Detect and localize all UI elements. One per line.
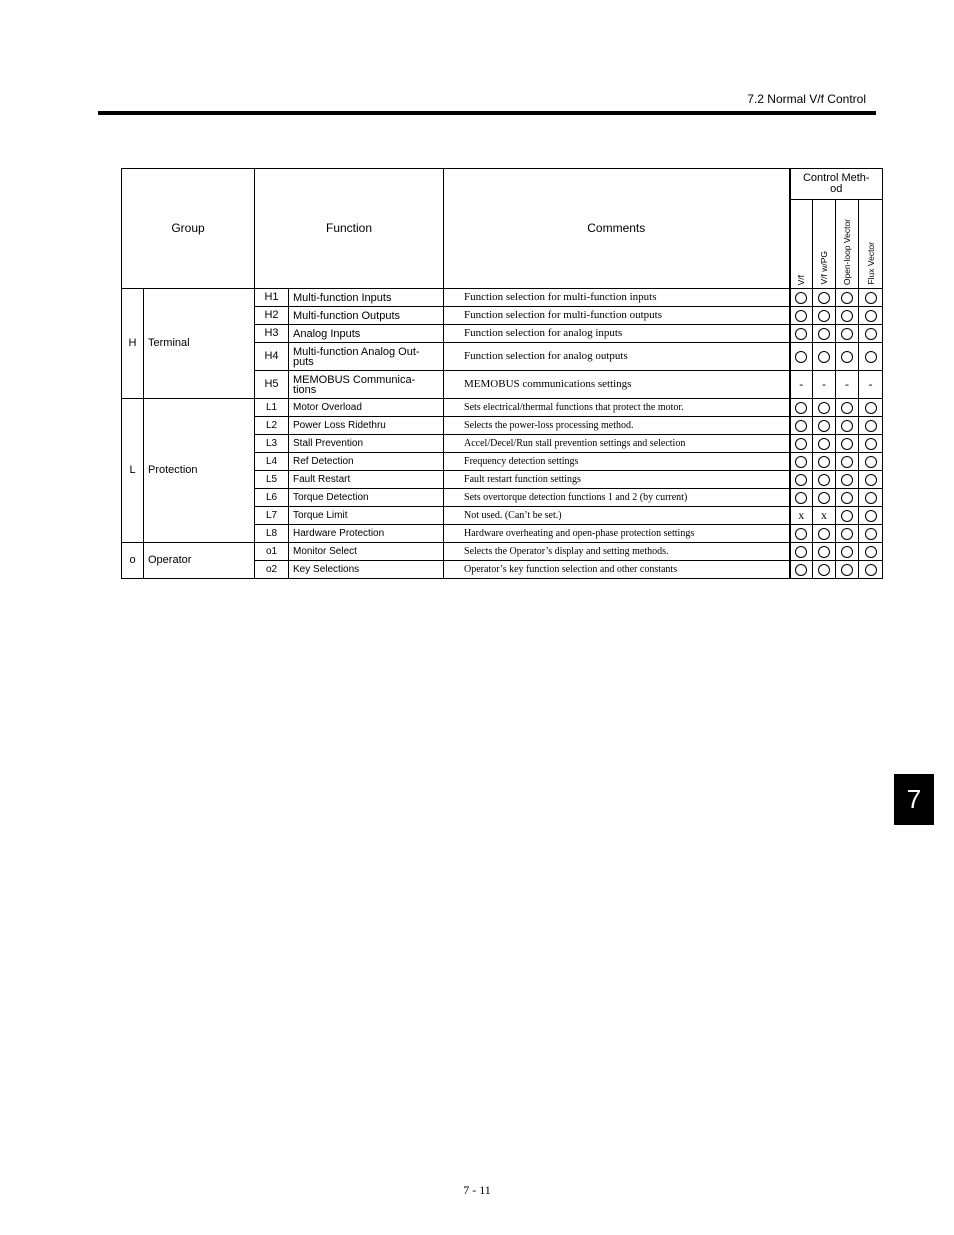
mark-vf: [790, 399, 813, 417]
dash-mark: -: [822, 376, 827, 391]
function-name: Fault Restart: [289, 471, 444, 489]
mark-vf-pg: [813, 525, 836, 543]
running-header: 7.2 Normal V/f Control: [747, 92, 866, 106]
function-comment: MEMOBUS communications settings: [444, 371, 790, 399]
circle-icon: [865, 546, 877, 558]
mark-vf-pg: [813, 325, 836, 343]
circle-icon: [841, 528, 853, 540]
function-name: Multi-function Outputs: [289, 307, 444, 325]
function-name: MEMOBUS Communica- tions: [289, 371, 444, 399]
mark-vf-pg: [813, 417, 836, 435]
circle-icon: [795, 456, 807, 468]
mark-vf-pg: [813, 507, 836, 525]
control-method-header: [790, 169, 883, 200]
circle-icon: [865, 528, 877, 540]
circle-icon: [841, 420, 853, 432]
function-comment: Function selection for analog outputs: [444, 343, 790, 371]
table-row: [122, 289, 883, 307]
function-comment: Function selection for analog inputs: [444, 325, 790, 343]
method-flux-vector-header: Flux Vector: [859, 200, 883, 289]
function-comment: Sets overtorque detection functions 1 and 2 (by current): [444, 489, 790, 507]
circle-icon: [818, 456, 830, 468]
circle-icon: [818, 438, 830, 450]
mark-open-loop-vector: [836, 489, 859, 507]
dash-mark: -: [845, 376, 850, 391]
x-mark: x: [798, 507, 805, 522]
function-comment: Operator’s key function selection and other constants: [444, 561, 790, 579]
function-name: Hardware Protection: [289, 525, 444, 543]
circle-icon: [795, 474, 807, 486]
function-name: Multi-function Inputs: [289, 289, 444, 307]
mark-open-loop-vector: [836, 507, 859, 525]
group-letter: L: [122, 399, 144, 543]
function-name: Analog Inputs: [289, 325, 444, 343]
mark-open-loop-vector: [836, 343, 859, 371]
function-code: H4: [255, 343, 289, 371]
mark-vf-pg: [813, 435, 836, 453]
circle-icon: [818, 474, 830, 486]
circle-icon: [841, 310, 853, 322]
group-letter: o: [122, 543, 144, 579]
mark-open-loop-vector: [836, 289, 859, 307]
circle-icon: [865, 351, 877, 363]
mark-vf-pg: [813, 561, 836, 579]
function-comment: Sets electrical/thermal functions that protect the motor.: [444, 399, 790, 417]
function-code: L8: [255, 525, 289, 543]
group-letter: H: [122, 289, 144, 399]
mark-flux-vector: [859, 525, 883, 543]
function-comment: Selects the power-loss processing method.: [444, 417, 790, 435]
mark-flux-vector: [859, 417, 883, 435]
method-vf-pg-header: V/f w/PG: [813, 200, 836, 289]
method-vf-header: V/f: [790, 200, 813, 289]
mark-vf: [790, 343, 813, 371]
circle-icon: [841, 292, 853, 304]
circle-icon: [818, 420, 830, 432]
circle-icon: [841, 456, 853, 468]
header-rule: [98, 111, 876, 115]
mark-vf-pg: [813, 343, 836, 371]
function-name: Ref Detection: [289, 453, 444, 471]
function-code: H3: [255, 325, 289, 343]
function-code: H5: [255, 371, 289, 399]
circle-icon: [795, 492, 807, 504]
mark-flux-vector: [859, 507, 883, 525]
group-name: Terminal: [144, 289, 255, 399]
circle-icon: [795, 402, 807, 414]
function-name: Motor Overload: [289, 399, 444, 417]
mark-vf-pg: [813, 453, 836, 471]
circle-icon: [818, 310, 830, 322]
function-code: L7: [255, 507, 289, 525]
group-header: Group: [122, 169, 255, 289]
circle-icon: [795, 292, 807, 304]
mark-flux-vector: [859, 561, 883, 579]
function-name: Multi-function Analog Out- puts: [289, 343, 444, 371]
circle-icon: [818, 564, 830, 576]
circle-icon: [841, 328, 853, 340]
circle-icon: [841, 474, 853, 486]
mark-vf: [790, 371, 813, 399]
circle-icon: [795, 420, 807, 432]
circle-icon: [865, 292, 877, 304]
circle-icon: [841, 492, 853, 504]
function-code: L4: [255, 453, 289, 471]
method-open-loop-vector-header: Open-loop Vector: [836, 200, 859, 289]
mark-flux-vector: [859, 471, 883, 489]
mark-vf-pg: [813, 399, 836, 417]
mark-flux-vector: [859, 325, 883, 343]
circle-icon: [841, 438, 853, 450]
mark-flux-vector: [859, 371, 883, 399]
chapter-tab: 7: [894, 774, 934, 825]
mark-flux-vector: [859, 489, 883, 507]
page-number: 7 - 11: [463, 1183, 491, 1197]
circle-icon: [865, 438, 877, 450]
function-name: Torque Detection: [289, 489, 444, 507]
function-name: Stall Prevention: [289, 435, 444, 453]
function-comment: Not used. (Can’t be set.): [444, 507, 790, 525]
circle-icon: [841, 510, 853, 522]
table-row: [122, 543, 883, 561]
mark-vf-pg: [813, 471, 836, 489]
circle-icon: [841, 546, 853, 558]
circle-icon: [841, 402, 853, 414]
mark-vf: [790, 489, 813, 507]
function-code: L2: [255, 417, 289, 435]
circle-icon: [818, 546, 830, 558]
circle-icon: [865, 420, 877, 432]
function-comment: Frequency detection settings: [444, 453, 790, 471]
function-name: Key Selections: [289, 561, 444, 579]
mark-flux-vector: [859, 289, 883, 307]
circle-icon: [795, 564, 807, 576]
mark-flux-vector: [859, 453, 883, 471]
function-comment: Function selection for multi-function outputs: [444, 307, 790, 325]
mark-vf: [790, 561, 813, 579]
circle-icon: [865, 474, 877, 486]
mark-vf-pg: [813, 489, 836, 507]
function-code: o2: [255, 561, 289, 579]
mark-flux-vector: [859, 435, 883, 453]
circle-icon: [865, 402, 877, 414]
mark-open-loop-vector: [836, 307, 859, 325]
function-code: L5: [255, 471, 289, 489]
mark-open-loop-vector: [836, 525, 859, 543]
mark-open-loop-vector: [836, 435, 859, 453]
dash-mark: -: [868, 376, 873, 391]
mark-vf: [790, 325, 813, 343]
function-comment: Function selection for multi-function inputs: [444, 289, 790, 307]
circle-icon: [865, 328, 877, 340]
mark-flux-vector: [859, 543, 883, 561]
circle-icon: [841, 351, 853, 363]
mark-open-loop-vector: [836, 471, 859, 489]
mark-vf: [790, 471, 813, 489]
function-name: Power Loss Ridethru: [289, 417, 444, 435]
comments-header: Comments: [444, 169, 790, 289]
mark-open-loop-vector: [836, 543, 859, 561]
circle-icon: [818, 351, 830, 363]
group-name: Protection: [144, 399, 255, 543]
circle-icon: [865, 456, 877, 468]
constant-groups-table: [121, 168, 883, 579]
function-header: Function: [255, 169, 444, 289]
circle-icon: [818, 528, 830, 540]
mark-open-loop-vector: [836, 417, 859, 435]
mark-open-loop-vector: [836, 561, 859, 579]
mark-open-loop-vector: [836, 399, 859, 417]
mark-open-loop-vector: [836, 453, 859, 471]
function-code: L3: [255, 435, 289, 453]
circle-icon: [818, 328, 830, 340]
function-comment: Hardware overheating and open-phase protection settings: [444, 525, 790, 543]
circle-icon: [795, 528, 807, 540]
mark-vf: [790, 543, 813, 561]
mark-vf: [790, 453, 813, 471]
circle-icon: [818, 492, 830, 504]
function-comment: Fault restart function settings: [444, 471, 790, 489]
function-comment: Accel/Decel/Run stall prevention settings and selection: [444, 435, 790, 453]
function-code: o1: [255, 543, 289, 561]
function-name: Monitor Select: [289, 543, 444, 561]
circle-icon: [841, 564, 853, 576]
circle-icon: [865, 492, 877, 504]
mark-vf-pg: [813, 307, 836, 325]
circle-icon: [795, 438, 807, 450]
mark-vf: [790, 289, 813, 307]
mark-vf-pg: [813, 543, 836, 561]
group-name: Operator: [144, 543, 255, 579]
mark-flux-vector: [859, 307, 883, 325]
function-code: L6: [255, 489, 289, 507]
function-code: H1: [255, 289, 289, 307]
table-row: [122, 399, 883, 417]
dash-mark: -: [799, 376, 804, 391]
mark-vf-pg: [813, 289, 836, 307]
mark-open-loop-vector: [836, 371, 859, 399]
function-name: Torque Limit: [289, 507, 444, 525]
mark-vf: [790, 435, 813, 453]
circle-icon: [865, 510, 877, 522]
circle-icon: [818, 292, 830, 304]
function-code: H2: [255, 307, 289, 325]
control-method-title: Control Meth- od: [802, 172, 870, 195]
circle-icon: [795, 351, 807, 363]
function-comment: Selects the Operator’s display and setting methods.: [444, 543, 790, 561]
circle-icon: [865, 564, 877, 576]
mark-vf-pg: [813, 371, 836, 399]
circle-icon: [795, 310, 807, 322]
function-code: L1: [255, 399, 289, 417]
circle-icon: [865, 310, 877, 322]
mark-open-loop-vector: [836, 325, 859, 343]
mark-vf: [790, 417, 813, 435]
circle-icon: [795, 328, 807, 340]
circle-icon: [818, 402, 830, 414]
circle-icon: [795, 546, 807, 558]
mark-flux-vector: [859, 399, 883, 417]
x-mark: x: [821, 507, 828, 522]
mark-vf: [790, 307, 813, 325]
mark-flux-vector: [859, 343, 883, 371]
mark-vf: [790, 507, 813, 525]
mark-vf: [790, 525, 813, 543]
